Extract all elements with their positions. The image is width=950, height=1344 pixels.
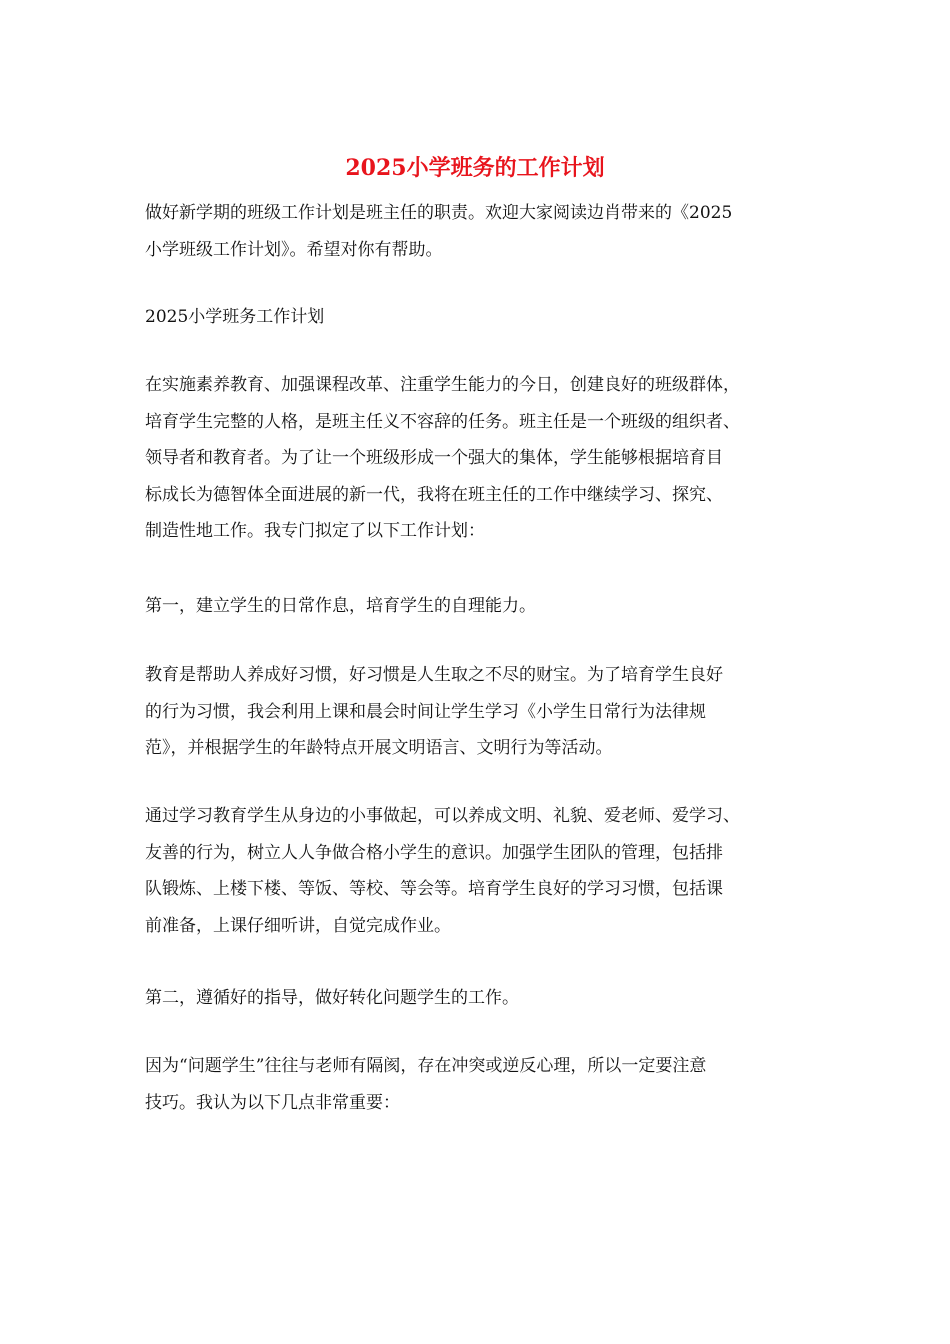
text-line: 制造性地工作。我专门拟定了以下工作计划：: [145, 521, 485, 541]
body-paragraph: [145, 367, 815, 550]
text-line: 培育学生完整的人格，是班主任义不容辞的任务。班主任是一个班级的组织者、: [145, 411, 740, 432]
point-heading: [145, 980, 815, 1017]
text-line: 友善的行为，树立人人争做合格小学生的意识。加强学生团队的管理，包括排: [145, 842, 723, 863]
text-line: 第一，建立学生的日常作息，培育学生的自理能力。: [145, 596, 536, 616]
text-line: 因为“问题学生”往往与老师有隔阂，存在冲突或逆反心理，所以一定要注意: [145, 1056, 707, 1076]
point-heading: [145, 588, 815, 625]
document-title: 2025小学班务的工作计划: [345, 155, 605, 181]
body-paragraph: [145, 798, 815, 944]
text-line: 的行为习惯，我会利用上课和晨会时间让学生学习《小学生日常行为法律规: [145, 701, 706, 722]
section-heading: [145, 299, 815, 336]
text-line: 通过学习教育学生从身边的小事做起，可以养成文明、礼貌、爱老师、爱学习、: [145, 806, 740, 826]
text-line: 前准备，上课仔细听讲，自觉完成作业。: [145, 915, 451, 936]
body-paragraph: [145, 657, 815, 767]
text-line: 队锻炼、上楼下楼、等饭、等校、等会等。培育学生良好的学习习惯，包括课: [145, 879, 723, 899]
intro-paragraph: [145, 195, 815, 268]
text-line: 第二，遵循好的指导，做好转化问题学生的工作。: [145, 988, 519, 1008]
text-line: 在实施素养教育、加强课程改革、注重学生能力的今日，创建良好的班级群体，: [145, 375, 740, 395]
text-line: 领导者和教育者。为了让一个班级形成一个强大的集体，学生能够根据培育目: [145, 448, 723, 468]
text-line: 范》，并根据学生的年龄特点开展文明语言、文明行为等活动。: [145, 738, 613, 758]
text-line: 教育是帮助人养成好习惯，好习惯是人生取之不尽的财宝。为了培育学生良好: [145, 665, 723, 685]
body-paragraph: [145, 1048, 815, 1121]
text-line: 2025小学班务工作计划: [145, 307, 325, 327]
text-line: 做好新学期的班级工作计划是班主任的职责。欢迎大家阅读边肖带来的《2025: [145, 203, 733, 223]
text-line: 标成长为德智体全面进展的新一代，我将在班主任的工作中继续学习、探究、: [145, 484, 723, 505]
text-line: 技巧。我认为以下几点非常重要：: [145, 1092, 400, 1113]
text-line: 小学班级工作计划》。希望对你有帮助。: [145, 239, 443, 260]
